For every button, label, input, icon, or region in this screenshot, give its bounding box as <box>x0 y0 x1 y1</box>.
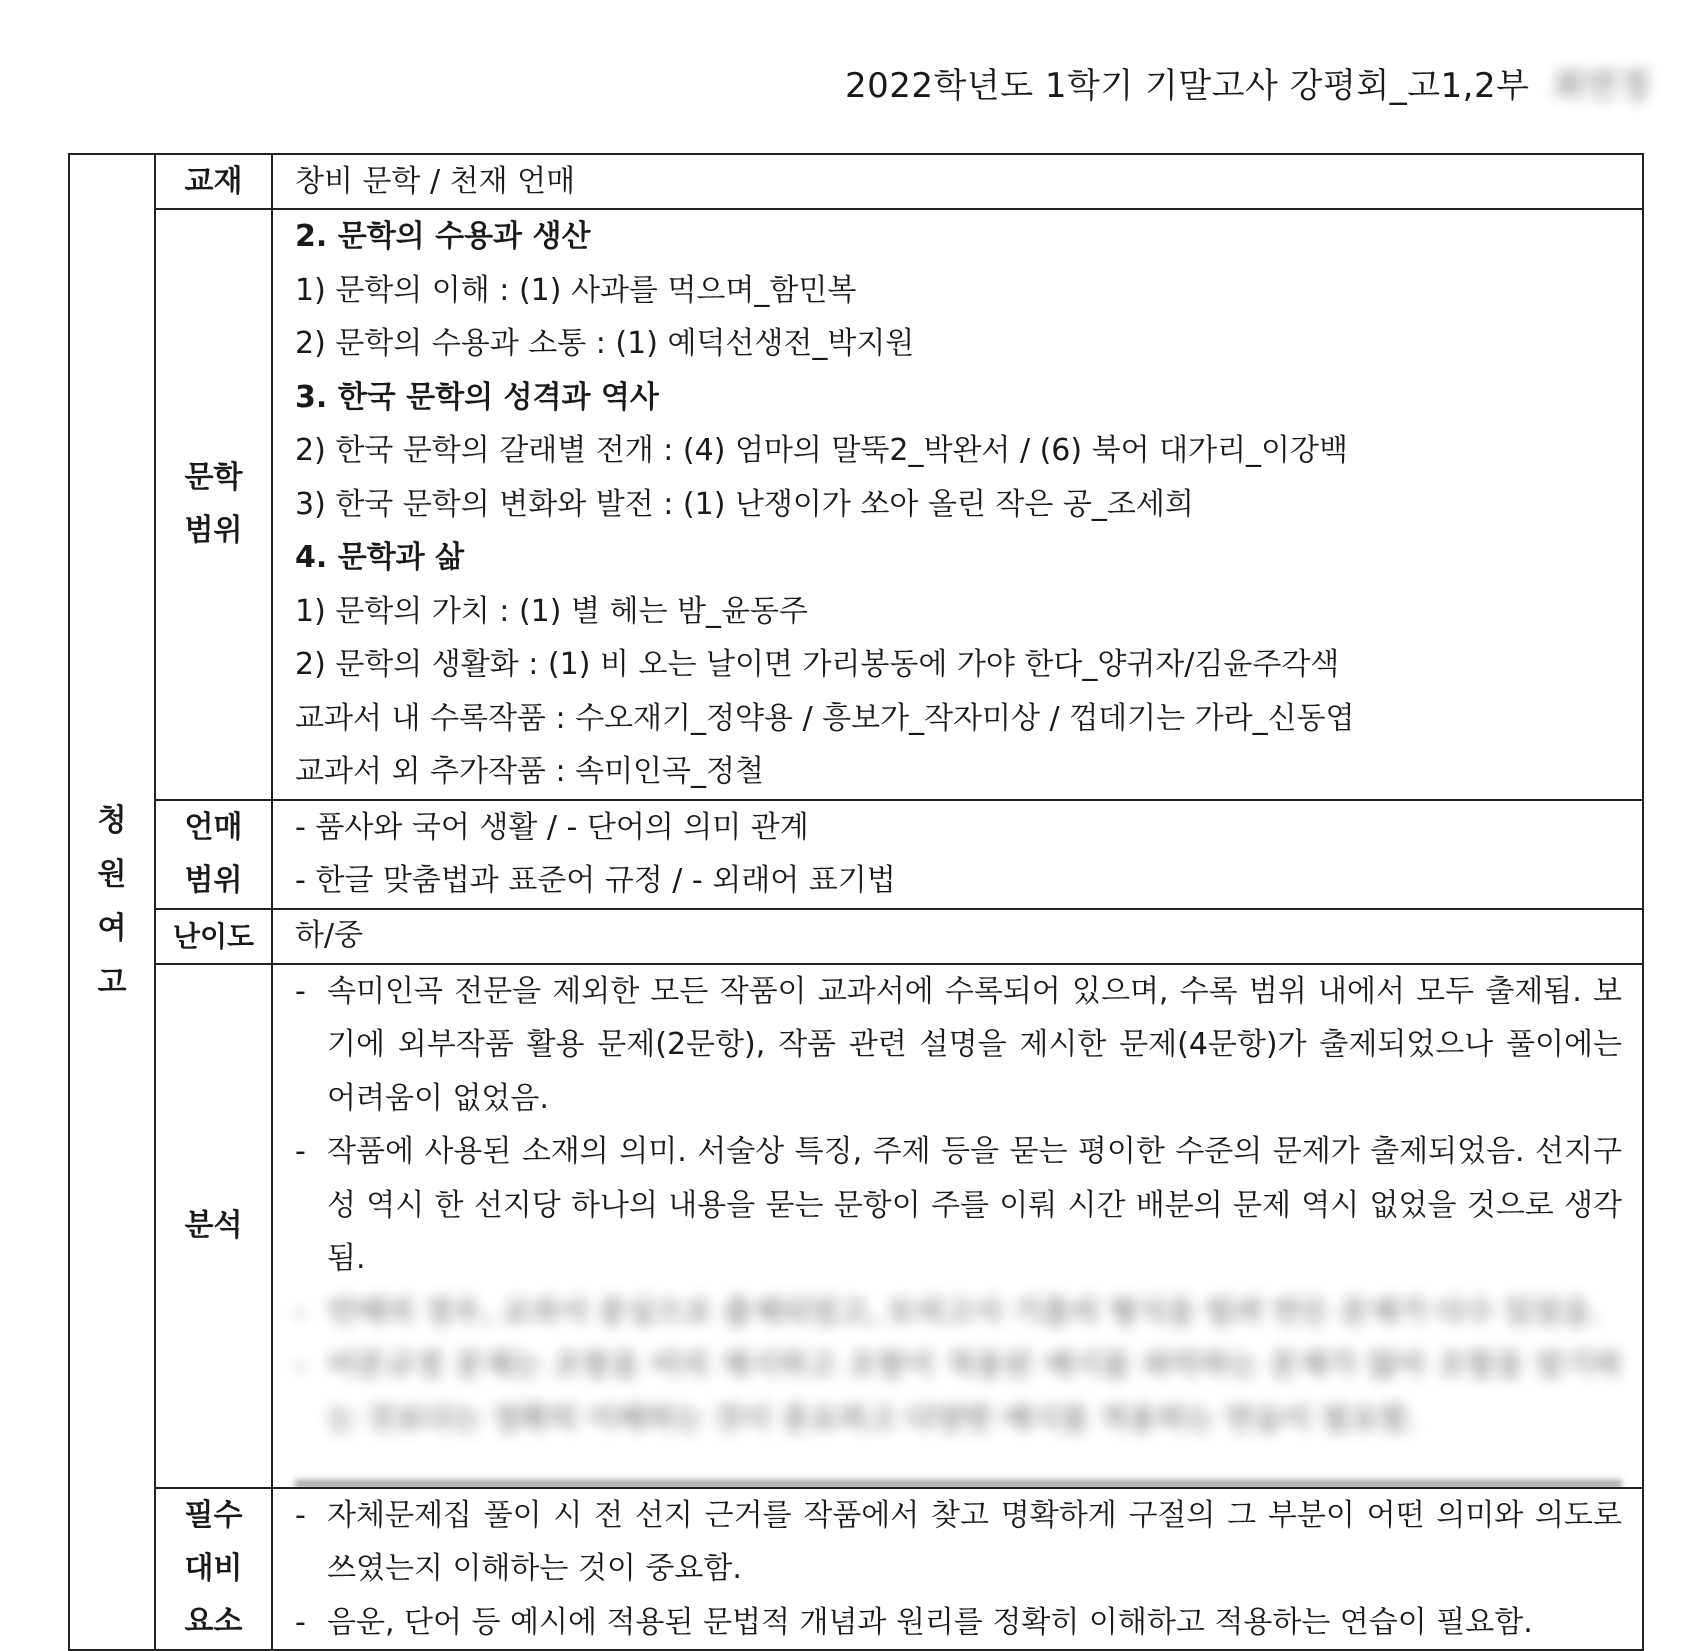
preparation-label <box>155 1488 272 1651</box>
scan-shadow <box>295 1477 1622 1487</box>
scope-item: 교과서 외 추가작품 : 속미인곡_정철 <box>295 754 764 789</box>
difficulty-cell <box>272 909 1643 964</box>
scope-item: 교과서 내 수록작품 : 수오재기_정약용 / 흥보가_작자미상 / 껍데기는 가라_신동엽 <box>295 700 1355 736</box>
grammar-scope-label <box>155 800 272 909</box>
analysis-bullet: - 작품에 사용된 소재의 의미. 서술상 특징, 주제 등을 묻는 평이한 수준의 문제가 출제되었음. 선지구성 역시 한 선지당 하나의 내용을 묻는 문항이 주를 이뤄 시간 배분의 문제 역시 없었을 것으로 생각됨. <box>295 1134 1623 1276</box>
textbook-label: 교재 <box>155 154 272 209</box>
scope-item: 1) 문학의 가치 : (1) 별 헤는 밤_윤동주 <box>295 593 808 629</box>
document-header <box>0 52 1650 112</box>
preparation-bullet: - 음운, 단어 등 예시에 적용된 문법적 개념과 원리를 정확히 이해하고 적용하는 연습이 필요함. <box>295 1604 1533 1640</box>
school-char: 청 <box>97 803 127 838</box>
label-line: 언매 <box>184 810 243 845</box>
label-line: 범위 <box>184 863 243 898</box>
section-heading: 3. 한국 문학의 성격과 역사 <box>295 379 659 415</box>
scope-item: - 품사와 국어 생활 / - 단어의 의미 관계 <box>295 809 809 845</box>
label-line: 범위 <box>184 513 243 549</box>
scope-item: 3) 한국 문학의 변화와 발전 : (1) 난쟁이가 쏘아 올린 작은 공_조세희 <box>295 486 1194 522</box>
section-heading: 2. 문학의 수용과 생산 <box>295 219 591 254</box>
scope-item: 2) 한국 문학의 갈래별 전개 : (4) 엄마의 말뚝2_박완서 / (6) 북어 대가리_이강백 <box>295 433 1348 468</box>
analysis-bullet-blurred: - 언매의 경우, 교과서 중심으로 출제되었고, 모의고사 기출의 형식을 빌려 만든 문제가 다수 있었음. <box>295 1294 1601 1330</box>
label-line: 요소 <box>184 1604 243 1640</box>
scope-item: 1) 문학의 이해 : (1) 사과를 먹으며_함민복 <box>295 272 857 308</box>
scope-item: 2) 문학의 수용과 소통 : (1) 예덕선생전_박지원 <box>295 326 915 361</box>
preparation-cell <box>272 1488 1643 1651</box>
review-table <box>68 153 1644 1651</box>
scope-item: 2) 문학의 생활화 : (1) 비 오는 날이면 가리봉동에 가야 한다_양귀자/김윤주각색 <box>295 647 1340 682</box>
school-char: 원 <box>97 857 127 892</box>
scope-item: - 한글 맞춤법과 표준어 규정 / - 외래어 표기법 <box>295 863 896 898</box>
difficulty-value: 하/중 <box>295 918 364 953</box>
school-name-cell <box>69 154 155 1650</box>
document-title: 2022학년도 1학기 기말고사 강평회_고1,2부 <box>844 65 1530 106</box>
preparation-bullet: - 자체문제집 풀이 시 전 선지 근거를 작품에서 찾고 명확하게 구절의 그 부분이 어떤 의미와 의도로 쓰였는지 이해하는 것이 중요함. <box>295 1497 1622 1586</box>
difficulty-label: 난이도 <box>155 909 272 964</box>
label-line: 문학 <box>184 460 243 496</box>
label-line: 대비 <box>184 1551 243 1587</box>
analysis-bullet: - 속미인곡 전문을 제외한 모든 작품이 교과서에 수록되어 있으며, 수록 범위 내에서 모두 출제됨. 보기에 외부작품 활용 문제(2문항), 작품 관련 설명을 제시한 문제(4문항)가 출제되었으나 풀이에는 어려움이 없었음. <box>295 973 1622 1116</box>
analysis-bullet-blurred: - 어문규정 문제는 조항을 미리 제시하고 조항이 적용된 예시를 파악하는 문제가 많아 조항을 암기하는 것보다는 정확히 이해하는 것이 중요하고 다양한 예시를 적용하는 연습이 필요함. <box>295 1348 1622 1437</box>
school-char: 고 <box>97 965 127 1000</box>
school-char: 여 <box>97 911 127 946</box>
textbook-value-cell <box>272 154 1643 209</box>
label-line: 필수 <box>184 1498 243 1534</box>
author-name-blurred: 최연정 <box>1551 65 1650 106</box>
analysis-label: 분석 <box>155 964 272 1488</box>
literature-scope-label <box>155 209 272 800</box>
section-heading: 4. 문학과 삶 <box>295 540 465 575</box>
analysis-cell <box>272 964 1643 1488</box>
literature-scope-cell <box>272 209 1643 800</box>
textbook-value: 창비 문학 / 천재 언매 <box>295 163 576 199</box>
grammar-scope-cell <box>272 800 1643 909</box>
